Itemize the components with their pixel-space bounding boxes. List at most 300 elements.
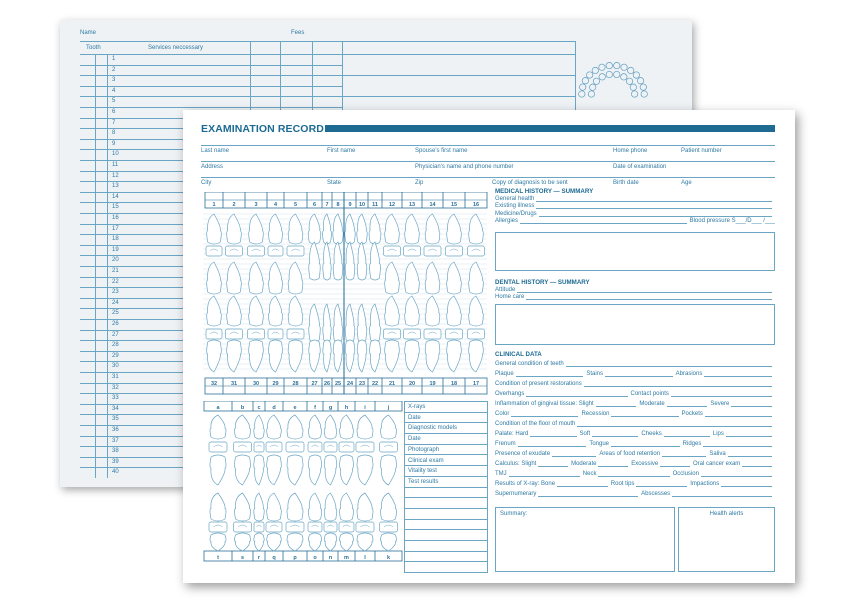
tooth-number[interactable]: 11 [372, 202, 378, 208]
records-table-row[interactable] [405, 509, 487, 520]
tooth-occlusal[interactable] [248, 329, 265, 339]
tooth-number[interactable]: 1 [212, 202, 216, 208]
row-number: 5 [112, 98, 116, 105]
tooth-outline[interactable] [370, 304, 381, 342]
tooth-outline[interactable] [381, 415, 397, 439]
row-number: 37 [112, 437, 119, 444]
tooth-occlusal[interactable] [209, 442, 227, 452]
tooth-occlusal[interactable] [209, 522, 227, 532]
tooth-outline[interactable] [308, 493, 321, 521]
clinical-label: TMJ [495, 471, 507, 477]
clinical-input-line[interactable] [672, 492, 772, 497]
tooth-outline[interactable] [385, 296, 400, 326]
tooth-outline[interactable] [333, 340, 343, 372]
form-label: General health [495, 195, 535, 202]
tooth-outline[interactable] [269, 340, 283, 372]
clinical-input-line[interactable] [611, 412, 678, 417]
records-table-row[interactable] [405, 563, 487, 574]
clinical-input-line[interactable] [611, 442, 680, 447]
tooth-occlusal[interactable] [248, 246, 265, 256]
tooth-number[interactable]: b [240, 405, 245, 411]
clinical-input-line[interactable] [598, 462, 628, 467]
tooth-number[interactable]: 4 [273, 202, 278, 208]
records-table-row[interactable] [405, 466, 487, 477]
clinical-input-line[interactable] [516, 372, 584, 377]
row-number: 39 [112, 458, 119, 465]
tooth-occlusal[interactable] [234, 442, 252, 452]
clinical-input-line[interactable] [566, 362, 772, 367]
tooth-outline[interactable] [267, 415, 282, 439]
health-alerts-box[interactable] [678, 507, 775, 572]
form-line [495, 203, 775, 210]
arch-tooth [599, 64, 605, 70]
tooth-occlusal[interactable] [324, 522, 337, 532]
tooth-outline[interactable] [324, 455, 337, 485]
records-table-row[interactable] [405, 477, 487, 488]
tooth-occlusal[interactable] [446, 246, 463, 256]
tooth-number[interactable]: e [293, 405, 297, 411]
tooth-outline[interactable] [249, 340, 264, 372]
services-header: Services neccessary [148, 45, 204, 51]
tooth-occlusal[interactable] [206, 246, 222, 256]
tooth-outline[interactable] [385, 340, 400, 372]
tooth-outline[interactable] [469, 296, 484, 326]
tooth-outline[interactable] [269, 214, 283, 244]
tooth-outline[interactable] [357, 533, 373, 551]
tooth-outline[interactable] [287, 415, 303, 439]
tooth-number[interactable]: m [344, 555, 349, 561]
tooth-number[interactable]: 9 [348, 202, 352, 208]
clinical-input-line[interactable] [667, 402, 708, 407]
tooth-occlusal[interactable] [308, 522, 322, 532]
tooth-number[interactable]: 23 [358, 381, 366, 387]
tooth-outline[interactable] [254, 415, 264, 439]
tooth-outline[interactable] [340, 415, 354, 439]
tooth-outline[interactable] [385, 262, 400, 294]
tooth-outline[interactable] [254, 533, 264, 551]
records-table-row[interactable] [405, 530, 487, 541]
row-number: 29 [112, 352, 119, 359]
tooth-occlusal[interactable] [226, 246, 243, 256]
tooth-outline[interactable] [308, 415, 321, 439]
tooth-number[interactable]: k [386, 555, 391, 561]
clinical-label: Calculus: Slight [495, 461, 537, 467]
tooth-outline[interactable] [287, 455, 303, 485]
tooth-outline[interactable] [469, 262, 484, 294]
tooth-occlusal[interactable] [324, 442, 337, 452]
row-number: 22 [112, 278, 119, 285]
tooth-outline[interactable] [288, 262, 303, 294]
records-table-row[interactable] [405, 488, 487, 499]
tooth-occlusal[interactable] [254, 442, 264, 452]
tooth-number[interactable]: 15 [450, 202, 458, 208]
tooth-outline[interactable] [227, 214, 242, 244]
tooth-occlusal[interactable] [356, 522, 374, 532]
clinical-input-line[interactable] [703, 442, 772, 447]
tooth-occlusal[interactable] [384, 329, 401, 339]
arch-tooth [582, 78, 588, 84]
tooth-number[interactable]: 5 [293, 202, 298, 208]
tooth-number[interactable]: r [257, 555, 261, 561]
tooth-outline[interactable] [447, 340, 462, 372]
clinical-input-line[interactable] [605, 372, 673, 377]
records-table-row[interactable] [405, 541, 487, 552]
tooth-outline[interactable] [357, 242, 367, 280]
tooth-number[interactable]: 28 [292, 381, 299, 387]
tooth-outline[interactable] [323, 340, 331, 372]
tooth-outline[interactable] [308, 455, 321, 485]
tooth-outline[interactable] [308, 214, 321, 244]
clinical-label: Pockets [681, 411, 703, 417]
tooth-number[interactable]: o [313, 555, 317, 561]
tooth-outline[interactable] [267, 455, 282, 485]
tooth-number[interactable]: 12 [388, 202, 396, 208]
tooth-number[interactable]: t [217, 555, 219, 561]
tooth-outline[interactable] [288, 214, 303, 244]
tooth-number[interactable]: 22 [371, 381, 379, 387]
tooth-number[interactable]: 32 [210, 381, 218, 387]
clinical-input-line[interactable] [592, 432, 638, 437]
tooth-number[interactable]: 27 [311, 381, 318, 387]
tooth-outline[interactable] [357, 214, 367, 244]
form-input-line[interactable] [536, 204, 772, 209]
clinical-label: Stains [586, 371, 604, 377]
tooth-outline[interactable] [405, 262, 420, 294]
clinical-label: Results of X-ray: Bone [495, 481, 556, 487]
tooth-outline[interactable] [288, 296, 303, 326]
tooth-outline[interactable] [469, 214, 484, 244]
tooth-outline[interactable] [210, 533, 226, 551]
tooth-occlusal[interactable] [356, 442, 374, 452]
tooth-number-header [204, 401, 402, 411]
records-table-row[interactable] [405, 423, 487, 434]
tooth-occlusal[interactable] [266, 442, 282, 452]
tooth-occlusal[interactable] [404, 246, 421, 256]
clinical-input-line[interactable] [509, 472, 580, 477]
tooth-number[interactable]: 18 [450, 381, 458, 387]
name-label: Name [80, 30, 97, 36]
clinical-input-line[interactable] [584, 382, 772, 387]
field-line [201, 177, 775, 178]
clinical-line [495, 451, 775, 458]
tooth-outline[interactable] [345, 242, 355, 280]
tooth-outline[interactable] [345, 304, 355, 342]
tooth-number[interactable]: 14 [429, 202, 436, 208]
tooth-outline[interactable] [425, 262, 440, 294]
tooth-number[interactable]: 10 [358, 202, 366, 208]
tooth-outline[interactable] [269, 296, 283, 326]
tooth-outline[interactable] [357, 415, 373, 439]
tooth-outline[interactable] [345, 214, 355, 244]
clinical-input-line[interactable] [660, 462, 690, 467]
tooth-number[interactable]: 2 [232, 202, 236, 208]
records-table-row[interactable] [405, 413, 487, 424]
tooth-number[interactable]: p [293, 555, 297, 561]
tooth-number[interactable]: f [314, 405, 316, 411]
tooth-outline[interactable] [207, 296, 222, 326]
tooth-outline[interactable] [210, 415, 226, 439]
tooth-occlusal[interactable] [287, 246, 304, 256]
tooth-occlusal[interactable] [424, 329, 441, 339]
clinical-input-line[interactable] [704, 372, 772, 377]
tooth-number[interactable]: h [344, 405, 349, 411]
tooth-number[interactable]: c [257, 405, 261, 411]
row-number: 19 [112, 246, 119, 253]
tooth-outline[interactable] [345, 340, 355, 372]
tooth-outline[interactable] [287, 533, 303, 551]
form-input-line[interactable] [536, 197, 772, 202]
tooth-outline[interactable] [249, 262, 264, 294]
tooth-outline[interactable] [308, 533, 321, 551]
clinical-input-line[interactable] [518, 442, 587, 447]
tooth-number[interactable]: 17 [472, 381, 480, 387]
tooth-outline[interactable] [381, 493, 397, 521]
dental-notes-box[interactable] [495, 304, 775, 345]
tooth-outline[interactable] [227, 296, 242, 326]
clinical-input-line[interactable] [538, 492, 638, 497]
tooth-outline[interactable] [269, 262, 283, 294]
records-table-row[interactable] [405, 456, 487, 467]
clinical-label: Color [495, 411, 510, 417]
tooth-outline[interactable] [309, 242, 320, 280]
tooth-occlusal[interactable] [266, 522, 282, 532]
tooth-occlusal[interactable] [254, 522, 264, 532]
clinical-input-line[interactable] [636, 482, 687, 487]
tooth-occlusal[interactable] [339, 442, 354, 452]
tooth-occlusal[interactable] [268, 246, 283, 256]
records-table-row[interactable] [405, 445, 487, 456]
tooth-number[interactable]: 7 [325, 202, 329, 208]
tooth-outline[interactable] [340, 533, 354, 551]
tooth-occlusal[interactable] [268, 329, 283, 339]
clinical-input-line[interactable] [526, 392, 627, 397]
tooth-outline[interactable] [254, 493, 264, 521]
records-table-row[interactable] [405, 498, 487, 509]
tooth-outline[interactable] [405, 340, 420, 372]
medical-history-title: MEDICAL HISTORY — SUMMARY [495, 188, 594, 195]
medical-notes-box[interactable] [495, 232, 775, 271]
clinical-input-line[interactable] [701, 472, 772, 477]
summary-box[interactable] [495, 507, 675, 572]
tooth-number[interactable]: 31 [230, 381, 238, 387]
tooth-number[interactable]: 20 [408, 381, 416, 387]
clinical-input-line[interactable] [530, 432, 576, 437]
clinical-input-line[interactable] [662, 452, 706, 457]
clinical-input-line[interactable] [552, 452, 596, 457]
clinical-line [495, 401, 775, 408]
tooth-number[interactable]: g [328, 405, 333, 411]
tooth-number[interactable]: s [240, 555, 245, 561]
dental-arch-diagram [573, 50, 653, 115]
tooth-outline[interactable] [333, 214, 343, 244]
tooth-number[interactable]: 16 [472, 202, 480, 208]
allergies-input[interactable] [520, 219, 687, 224]
tooth-occlusal[interactable] [424, 246, 441, 256]
tooth-occlusal[interactable] [286, 442, 304, 452]
tooth-outline[interactable] [357, 304, 367, 342]
tooth-number[interactable]: 26 [323, 381, 331, 387]
tooth-outline[interactable] [267, 533, 282, 551]
records-table-row[interactable] [405, 434, 487, 445]
row-number: 36 [112, 427, 119, 433]
row-number: 30 [112, 363, 119, 370]
tooth-outline[interactable] [425, 340, 440, 372]
column-line [95, 54, 96, 478]
row-number: 10 [112, 151, 119, 158]
form-input-line[interactable] [517, 288, 772, 293]
tooth-number[interactable]: l [364, 555, 366, 561]
records-table-row[interactable] [405, 402, 487, 413]
tooth-number[interactable]: d [272, 405, 276, 411]
tooth-occlusal[interactable] [286, 522, 304, 532]
clinical-label: Abscesses [641, 491, 671, 497]
tooth-occlusal[interactable] [468, 246, 485, 256]
tooth-outline[interactable] [385, 214, 400, 244]
clinical-input-line[interactable] [671, 392, 772, 397]
tooth-outline[interactable] [370, 340, 381, 372]
tooth-occlusal[interactable] [339, 522, 354, 532]
clinical-input-line[interactable] [721, 482, 772, 487]
row-number: 15 [112, 204, 119, 211]
tooth-outline[interactable] [340, 493, 354, 521]
tooth-occlusal[interactable] [308, 442, 322, 452]
tooth-outline[interactable] [324, 493, 337, 521]
tooth-outline[interactable] [309, 340, 320, 372]
form-input-line[interactable] [526, 295, 772, 300]
tooth-occlusal[interactable] [226, 329, 243, 339]
tooth-outline[interactable] [207, 262, 222, 294]
tooth-number[interactable]: i [364, 405, 366, 411]
tooth-outline[interactable] [333, 304, 343, 342]
clinical-input-line[interactable] [538, 462, 568, 467]
tooth-outline[interactable] [357, 493, 373, 521]
tooth-outline[interactable] [405, 296, 420, 326]
tooth-occlusal[interactable] [234, 522, 252, 532]
tooth-outline[interactable] [324, 415, 337, 439]
table-top-line [80, 41, 575, 42]
clinical-input-line[interactable] [742, 462, 772, 467]
tooth-outline[interactable] [249, 214, 264, 244]
tooth-outline[interactable] [323, 304, 331, 342]
tooth-occlusal[interactable] [384, 246, 401, 256]
tooth-outline[interactable] [323, 214, 332, 244]
tooth-outline[interactable] [227, 340, 242, 372]
clinical-input-line[interactable] [705, 412, 772, 417]
tooth-number[interactable]: j [387, 405, 390, 411]
tooth-outline[interactable] [288, 340, 303, 372]
tooth-number[interactable]: 3 [254, 202, 258, 208]
tooth-number[interactable]: q [272, 555, 276, 561]
clinical-input-line[interactable] [726, 432, 772, 437]
tooth-outline[interactable] [227, 262, 242, 294]
tooth-outline[interactable] [405, 214, 420, 244]
tooth-number[interactable]: n [328, 555, 333, 561]
tooth-outline[interactable] [254, 455, 264, 485]
records-table-row[interactable] [405, 520, 487, 531]
tooth-occlusal[interactable] [446, 329, 463, 339]
tooth-number[interactable]: 29 [272, 381, 279, 387]
arch-tooth [614, 71, 620, 77]
tooth-outline[interactable] [323, 242, 331, 280]
form-input-line[interactable] [539, 212, 772, 217]
form-label: Existing illness [495, 203, 535, 209]
tooth-occlusal[interactable] [380, 522, 398, 532]
tooth-outline[interactable] [249, 296, 264, 326]
tooth-outline[interactable] [381, 455, 397, 485]
tooth-outline[interactable] [333, 242, 343, 280]
records-table-row[interactable] [405, 552, 487, 563]
tooth-number[interactable]: 30 [252, 381, 260, 387]
tooth-outline[interactable] [381, 533, 397, 551]
tooth-outline[interactable] [369, 214, 381, 244]
clinical-input-line[interactable] [511, 412, 578, 417]
tooth-outline[interactable] [235, 455, 251, 485]
clinical-input-line[interactable] [577, 422, 772, 427]
tooth-outline[interactable] [287, 493, 303, 521]
arch-tooth [614, 62, 620, 68]
tooth-number[interactable]: 13 [408, 202, 416, 208]
clinical-input-line[interactable] [598, 472, 669, 477]
tooth-occlusal[interactable] [206, 329, 222, 339]
tooth-outline[interactable] [235, 533, 251, 551]
tooth-outline[interactable] [207, 214, 222, 244]
tooth-outline[interactable] [425, 214, 440, 244]
clinical-input-line[interactable] [557, 482, 608, 487]
tooth-occlusal[interactable] [380, 442, 398, 452]
tooth-outline[interactable] [447, 296, 462, 326]
tooth-outline[interactable] [309, 304, 320, 342]
tooth-outline[interactable] [425, 296, 440, 326]
tooth-outline[interactable] [447, 262, 462, 294]
tooth-number[interactable]: 8 [336, 202, 340, 208]
tooth-number[interactable]: 25 [334, 381, 342, 387]
tooth-outline[interactable] [210, 455, 226, 485]
tooth-occlusal[interactable] [404, 329, 421, 339]
clinical-label: Lips [712, 431, 724, 437]
tooth-occlusal[interactable] [468, 329, 485, 339]
tooth-outline[interactable] [469, 340, 484, 372]
clinical-input-line[interactable] [664, 432, 710, 437]
arch-tooth [621, 74, 627, 80]
tooth-number[interactable]: 24 [346, 381, 354, 387]
tooth-outline[interactable] [235, 493, 251, 521]
tooth-outline[interactable] [324, 533, 337, 551]
field-label: Date of examination [613, 164, 667, 170]
tooth-outline[interactable] [370, 242, 381, 280]
table-row-line [80, 96, 342, 97]
tooth-outline[interactable] [235, 415, 251, 439]
clinical-label: General condition of teeth [495, 361, 564, 367]
tooth-number[interactable]: 6 [312, 202, 317, 208]
tooth-number[interactable]: 19 [429, 381, 436, 387]
tooth-outline[interactable] [447, 214, 462, 244]
tooth-outline[interactable] [357, 455, 373, 485]
tooth-outline[interactable] [207, 340, 222, 372]
clinical-input-line[interactable] [731, 402, 772, 407]
tooth-number[interactable]: a [216, 405, 220, 411]
clinical-line [495, 431, 775, 438]
tooth-outline[interactable] [210, 493, 226, 521]
clinical-input-line[interactable] [596, 402, 637, 407]
health-alerts-label: Health alerts [709, 511, 744, 517]
tooth-outline[interactable] [357, 340, 367, 372]
tooth-outline[interactable] [267, 493, 282, 521]
tooth-outline[interactable] [340, 455, 354, 485]
clinical-input-line[interactable] [728, 452, 772, 457]
row-number: 38 [112, 448, 119, 455]
tooth-occlusal[interactable] [287, 329, 304, 339]
tooth-number[interactable]: 21 [388, 381, 396, 387]
